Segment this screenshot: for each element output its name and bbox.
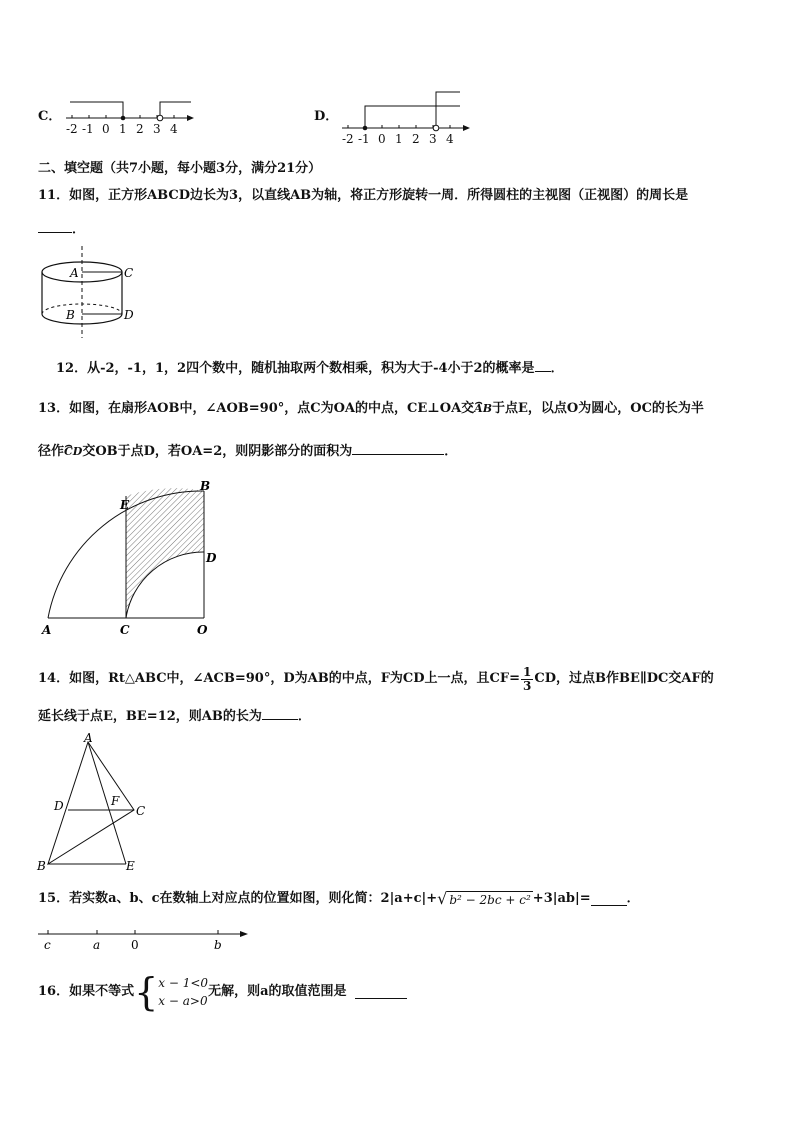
q14-text-b: CD，过点B作BE∥DC交AF的 xyxy=(534,671,714,686)
label-a: A xyxy=(84,731,93,745)
point-c-label: c xyxy=(44,938,51,952)
q13-text-a: 13．如图，在扇形AOB中，∠AOB=90°，点C为OA的中点，CE⊥OA交 xyxy=(38,401,475,416)
label-b: B xyxy=(37,859,46,873)
label-d: D xyxy=(124,308,134,322)
label-c: C xyxy=(120,623,130,637)
q14-line2 xyxy=(38,707,311,726)
label-o: O xyxy=(197,623,208,637)
fraction-denominator: 3 xyxy=(523,678,532,693)
arc-ab-symbol: ⌢ AB xyxy=(474,402,492,415)
fraction-one-third xyxy=(521,666,533,693)
q11-text: 11．如图，正方形ABCD边长为3，以直线AB为轴，将正方形旋转一周．所得圆柱的主视图（正视图）的周长是 xyxy=(38,188,689,203)
arc-cd-symbol: ⌢ CD xyxy=(64,445,82,458)
answer-blank[interactable] xyxy=(535,359,551,372)
tick-label: -2 xyxy=(66,122,78,136)
tick-label: 1 xyxy=(119,122,127,136)
label-c: C xyxy=(136,804,146,818)
label-e: E xyxy=(120,498,130,512)
tick-label: -1 xyxy=(358,132,370,146)
tick-label: 4 xyxy=(170,122,178,136)
q15-end: ． xyxy=(626,891,640,906)
q11-end: ． xyxy=(72,222,86,237)
q13-text-b: 于点E，以点O为圆心，OC的长为半 xyxy=(492,401,704,416)
q15-text-b: +3|ab|= xyxy=(532,891,591,906)
answer-blank[interactable] xyxy=(591,893,627,906)
section-title: 二、填空题（共7小题，每小题3分，满分21分） xyxy=(38,161,322,176)
q14-text-c: 延长线于点E，BE=12，则AB的长为 xyxy=(38,709,262,724)
q15-line xyxy=(38,886,640,912)
label-a: A xyxy=(70,266,79,280)
inequality-system xyxy=(158,974,208,1010)
option-d-ticks xyxy=(338,132,478,146)
q12-text-line xyxy=(56,359,564,378)
tick-label: -1 xyxy=(82,122,94,136)
q14-triangle-figure xyxy=(34,730,152,876)
point-b-label: b xyxy=(214,938,222,952)
q13-line2 xyxy=(38,442,457,461)
tick-label: 3 xyxy=(153,122,161,136)
q14-line1 xyxy=(38,662,714,696)
answer-blank[interactable] xyxy=(355,986,407,999)
radicand: b² − 2bc + c² xyxy=(449,893,531,907)
q14-text-a: 14．如图，Rt△ABC中，∠ACB=90°，D为AB的中点，F为CD上一点，且CF= xyxy=(38,671,521,686)
brace-icon: { xyxy=(134,970,159,1014)
q16-text-b: 无解，则a的取值范围是 xyxy=(208,984,347,999)
label-b: B xyxy=(200,479,211,493)
point-a-label: a xyxy=(93,938,101,952)
q11-cylinder-figure xyxy=(34,246,140,342)
fraction-numerator: 1 xyxy=(523,664,532,679)
q11-answer-line xyxy=(38,220,85,239)
q13-end: ． xyxy=(444,444,458,459)
radical-sign-icon: √ xyxy=(437,889,448,908)
tick-label: 1 xyxy=(395,132,403,146)
label-a: A xyxy=(42,623,52,637)
label-f: F xyxy=(111,794,120,808)
option-c-label: C． xyxy=(38,109,62,124)
label-e: E xyxy=(126,859,135,873)
q13-line1 xyxy=(38,400,704,418)
label-c: C xyxy=(124,266,134,280)
q13-text-c: 径作 xyxy=(38,444,65,459)
tick-label: 2 xyxy=(136,122,144,136)
q13-sector-figure xyxy=(36,476,226,638)
label-b: B xyxy=(66,308,75,322)
point-zero-label: 0 xyxy=(131,938,139,952)
q16-line xyxy=(38,970,407,1014)
q14-end: ． xyxy=(297,709,311,724)
label-d: D xyxy=(206,551,217,565)
q15-number-line xyxy=(36,922,252,954)
q16-text-a: 16．如果不等式 xyxy=(38,984,135,999)
answer-blank[interactable] xyxy=(262,707,298,720)
tick-label: 4 xyxy=(446,132,454,146)
tick-label: 0 xyxy=(102,122,110,136)
tick-label: 2 xyxy=(412,132,420,146)
label-d: D xyxy=(54,799,64,813)
q15-text-a: 15．若实数a、b、c在数轴上对应点的位置如图，则化简：2|a+c|+ xyxy=(38,891,438,906)
tick-label: 3 xyxy=(429,132,437,146)
q13-text-d: 交OB于点D，若OA=2，则阴影部分的面积为 xyxy=(82,444,353,459)
option-c-ticks xyxy=(62,122,202,136)
answer-blank[interactable] xyxy=(38,220,72,233)
option-d-label: D． xyxy=(314,109,339,124)
inequality-2: x − a>0 xyxy=(158,994,208,1008)
inequality-1: x − 1<0 xyxy=(158,976,209,990)
tick-label: -2 xyxy=(342,132,354,146)
answer-blank[interactable] xyxy=(352,442,444,455)
q12-end: ． xyxy=(550,361,564,376)
tick-label: 0 xyxy=(378,132,386,146)
q12-text: 12．从-2，-1，1，2四个数中，随机抽取两个数相乘，积为大于-4小于2的概率是 xyxy=(56,361,535,376)
square-root-expression xyxy=(437,890,533,908)
